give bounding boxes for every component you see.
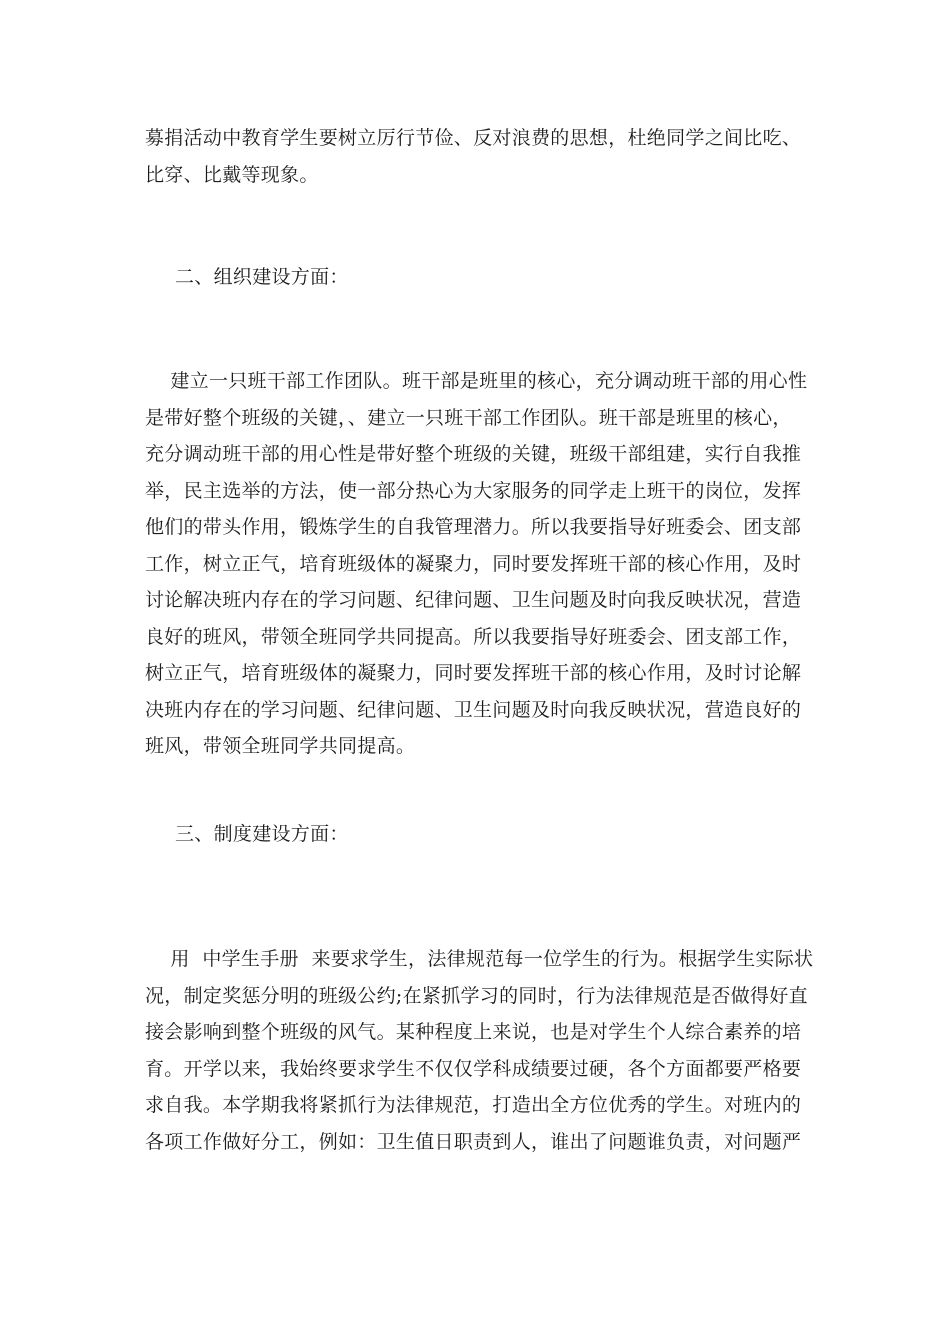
- paragraph-line: 建立一只班干部工作团队。班干部是班里的核心，充分调动班干部的用心性: [145, 370, 808, 392]
- paragraph-line: 况，制定奖惩分明的班级公约;在紧抓学习的同时，行为法律规范是否做得好直: [145, 984, 808, 1007]
- paragraph-class-cadre-team: [145, 363, 808, 765]
- paragraph-line: 举，民主选举的方法，使一部分热心为大家服务的同学走上班干的岗位，发挥: [145, 479, 802, 502]
- paragraph-line: 充分调动班干部的用心性是带好整个班级的关键，班级干部组建，实行自我推: [145, 443, 802, 465]
- paragraph-line: 树立正气，培育班级体的凝聚力，同时要发挥班干部的核心作用，及时讨论解: [145, 662, 802, 684]
- paragraph-line: 求自我。本学期我将紧抓行为法律规范，打造出全方位优秀的学生。对班内的: [145, 1094, 802, 1116]
- paragraph-line: 班风，带领全班同学共同提高。: [145, 735, 416, 757]
- paragraph-line: 是带好整个班级的关键，、建立一只班干部工作团队。班干部是班里的核心，: [145, 406, 792, 429]
- paragraph-line: 决班内存在的学习问题、纪律问题、卫生问题及时向我反映状况，营造良好的: [145, 698, 802, 721]
- section-heading-organization: 二、组织建设方面：: [175, 266, 349, 288]
- paragraph-line: 育。开学以来，我始终要求学生不仅仅学科成绩要过硬，各个方面都要严格要: [145, 1057, 802, 1080]
- paragraph-donation-frugality: [145, 120, 805, 193]
- paragraph-line: 接会影响到整个班级的风气。某种程度上来说，也是对学生个人综合素养的培: [145, 1021, 802, 1043]
- paragraph-line: 募捐活动中教育学生要树立厉行节俭、反对浪费的思想，杜绝同学之间比吃、: [145, 127, 802, 149]
- paragraph-line: 讨论解决班内存在的学习问题、纪律问题、卫生问题及时向我反映状况，营造: [145, 589, 802, 611]
- paragraph-line: 工作，树立正气，培育班级体的凝聚力，同时要发挥班干部的核心作用，及时: [145, 552, 802, 575]
- paragraph-line: 他们的带头作用，锻炼学生的自我管理潜力。所以我要指导好班委会、团支部: [145, 516, 802, 538]
- paragraph-line: 良好的班风，带领全班同学共同提高。所以我要指导好班委会、团支部工作，: [145, 625, 802, 648]
- paragraph-line: 比穿、比戴等现象。: [145, 163, 319, 186]
- paragraph-student-handbook: [145, 941, 814, 1160]
- paragraph-line: 用 中学生手册 来要求学生，法律规范每一位学生的行为。根据学生实际状: [145, 948, 814, 970]
- section-heading-system: 三、制度建设方面：: [175, 823, 349, 845]
- paragraph-line: 各项工作做好分工，例如：卫生值日职责到人，谁出了问题谁负责，对问题严: [145, 1130, 802, 1153]
